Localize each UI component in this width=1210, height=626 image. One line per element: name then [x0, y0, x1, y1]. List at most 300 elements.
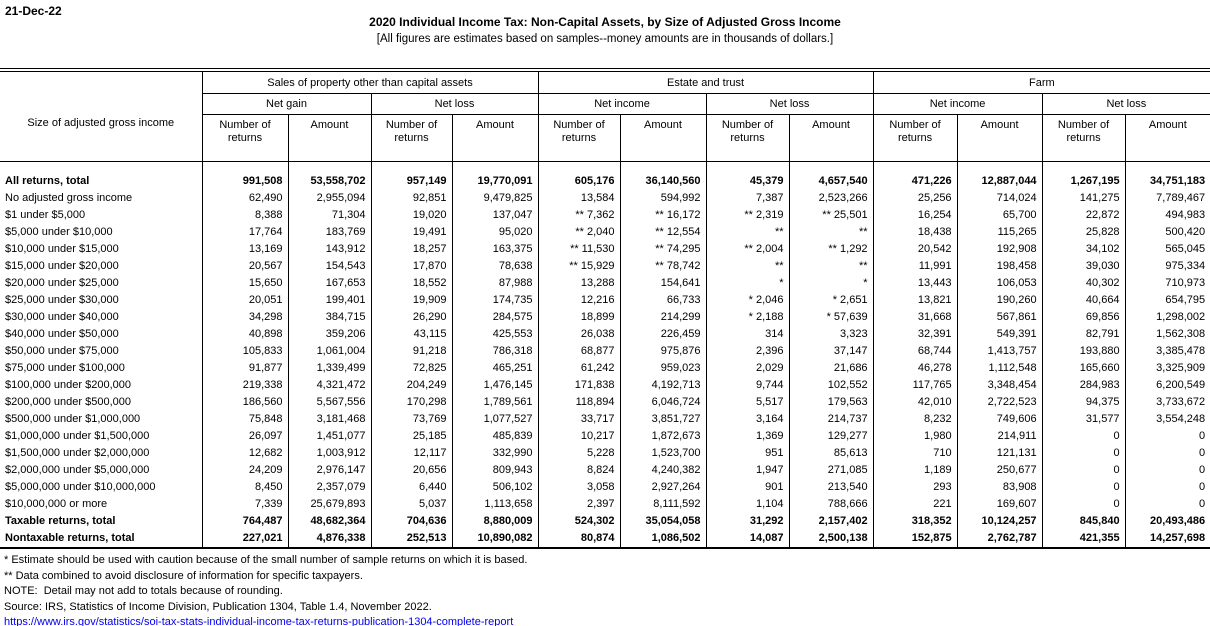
cell-value: 13,821 — [873, 292, 957, 309]
cell-value: 1,298,002 — [1125, 309, 1210, 326]
cell-value: 10,124,257 — [957, 513, 1042, 530]
cell-value: 3,058 — [538, 479, 620, 496]
cell-value: 1,947 — [706, 462, 789, 479]
cell-value: 33,717 — [538, 411, 620, 428]
row-label: $1,000,000 under $1,500,000 — [5, 430, 150, 442]
cell-value: 31,292 — [706, 513, 789, 530]
spacer-cell — [1125, 162, 1210, 174]
cell-value: ** 2,319 — [706, 207, 789, 224]
cell-value: ** 16,172 — [620, 207, 706, 224]
table-row — [0, 445, 1210, 462]
cell-value: 18,899 — [538, 309, 620, 326]
cell-value: 31,577 — [1042, 411, 1125, 428]
table-row — [0, 496, 1210, 513]
cell-value: 193,880 — [1042, 343, 1125, 360]
cell-value: 710 — [873, 445, 957, 462]
cell-value: 179,563 — [789, 394, 873, 411]
cell-value: 565,045 — [1125, 241, 1210, 258]
group-header: Farm — [873, 72, 1210, 94]
cell-value: 121,131 — [957, 445, 1042, 462]
cell-value: 91,218 — [371, 343, 452, 360]
cell-value: * 2,651 — [789, 292, 873, 309]
row-label: $100,000 under $200,000 — [5, 379, 132, 391]
cell-value: 106,053 — [957, 275, 1042, 292]
cell-value: ** — [789, 224, 873, 241]
cell-value: 11,991 — [873, 258, 957, 275]
cell-value: 15,650 — [202, 275, 288, 292]
cell-value: 25,828 — [1042, 224, 1125, 241]
cell-value: 154,641 — [620, 275, 706, 292]
cell-value: 5,517 — [706, 394, 789, 411]
cell-value: 975,876 — [620, 343, 706, 360]
cell-value: 4,240,382 — [620, 462, 706, 479]
cell-value: 284,983 — [1042, 377, 1125, 394]
cell-value: 332,990 — [452, 445, 538, 462]
cell-value: 219,338 — [202, 377, 288, 394]
cell-value: ** — [706, 258, 789, 275]
row-label: $30,000 under $40,000 — [5, 311, 119, 323]
cell-value: 465,251 — [452, 360, 538, 377]
cell-value: 18,552 — [371, 275, 452, 292]
cell-value: 82,791 — [1042, 326, 1125, 343]
cell-value: 0 — [1125, 445, 1210, 462]
cell-value: 5,037 — [371, 496, 452, 513]
source-link[interactable]: https://www.irs.gov/statistics/soi-tax-stats-individual-income-tax-returns-publication-1304-complete-report — [4, 616, 514, 626]
cell-value: 749,606 — [957, 411, 1042, 428]
cell-value: 549,391 — [957, 326, 1042, 343]
cell-value: 12,117 — [371, 445, 452, 462]
row-label: $50,000 under $75,000 — [5, 345, 119, 357]
page-title: 2020 Individual Income Tax: Non-Capital Assets, by Size of Adjusted Gross Income — [369, 15, 841, 29]
cell-value: 1,113,658 — [452, 496, 538, 513]
cell-value: 271,085 — [789, 462, 873, 479]
cell-value: 68,877 — [538, 343, 620, 360]
cell-value: 0 — [1042, 428, 1125, 445]
cell-value: 2,722,523 — [957, 394, 1042, 411]
cell-value: 13,443 — [873, 275, 957, 292]
cell-value: 137,047 — [452, 207, 538, 224]
cell-value: 10,217 — [538, 428, 620, 445]
group-header: Estate and trust — [538, 72, 873, 94]
table-row — [0, 343, 1210, 360]
cell-value: * — [789, 275, 873, 292]
cell-value: 170,298 — [371, 394, 452, 411]
cell-value: 40,664 — [1042, 292, 1125, 309]
cell-value: ** 74,295 — [620, 241, 706, 258]
footnotes — [0, 553, 1210, 626]
cell-value: 8,450 — [202, 479, 288, 496]
subgroup-header: Net gain — [202, 94, 371, 115]
cell-value: 14,257,698 — [1125, 530, 1210, 548]
cell-value: ** 25,501 — [789, 207, 873, 224]
cell-value: 91,877 — [202, 360, 288, 377]
cell-value: 5,567,556 — [288, 394, 371, 411]
cell-value: 102,552 — [789, 377, 873, 394]
source-link-line — [4, 615, 1210, 626]
cell-value: 174,735 — [452, 292, 538, 309]
cell-value: 66,733 — [620, 292, 706, 309]
cell-value: 1,189 — [873, 462, 957, 479]
cell-value: 18,438 — [873, 224, 957, 241]
table-row — [0, 411, 1210, 428]
row-label: $10,000 under $15,000 — [5, 243, 119, 255]
cell-value: 198,458 — [957, 258, 1042, 275]
cell-value: 714,024 — [957, 190, 1042, 207]
table-row — [0, 241, 1210, 258]
cell-value: 34,751,183 — [1125, 173, 1210, 190]
column-header: Number of returns — [873, 115, 957, 162]
cell-value: 226,459 — [620, 326, 706, 343]
cell-value: 105,833 — [202, 343, 288, 360]
spacer-cell — [706, 162, 789, 174]
cell-value: 214,299 — [620, 309, 706, 326]
cell-value: 14,087 — [706, 530, 789, 548]
cell-value: 4,321,472 — [288, 377, 371, 394]
cell-value: 169,607 — [957, 496, 1042, 513]
cell-value: 788,666 — [789, 496, 873, 513]
table-row — [0, 309, 1210, 326]
cell-value: 143,912 — [288, 241, 371, 258]
cell-value: 26,290 — [371, 309, 452, 326]
cell-value: 2,927,264 — [620, 479, 706, 496]
cell-value: 227,021 — [202, 530, 288, 548]
column-header: Number of returns — [706, 115, 789, 162]
cell-value: 190,260 — [957, 292, 1042, 309]
cell-value: 20,051 — [202, 292, 288, 309]
cell-value: 26,038 — [538, 326, 620, 343]
cell-value: 36,140,560 — [620, 173, 706, 190]
cell-value: 0 — [1042, 496, 1125, 513]
cell-value: 1,104 — [706, 496, 789, 513]
cell-value: 1,872,673 — [620, 428, 706, 445]
cell-value: 167,653 — [288, 275, 371, 292]
cell-value: 152,875 — [873, 530, 957, 548]
subgroup-header: Net income — [873, 94, 1042, 115]
cell-value: 845,840 — [1042, 513, 1125, 530]
table-row — [0, 224, 1210, 241]
cell-value: 0 — [1125, 462, 1210, 479]
cell-value: 710,973 — [1125, 275, 1210, 292]
subgroup-header: Net loss — [1042, 94, 1210, 115]
column-header: Number of returns — [202, 115, 288, 162]
cell-value: 1,413,757 — [957, 343, 1042, 360]
cell-value: 0 — [1042, 445, 1125, 462]
cell-value: 43,115 — [371, 326, 452, 343]
cell-value: 654,795 — [1125, 292, 1210, 309]
cell-value: 71,304 — [288, 207, 371, 224]
table-row — [0, 258, 1210, 275]
cell-value: ** — [789, 258, 873, 275]
row-label: $25,000 under $30,000 — [5, 294, 119, 306]
cell-value: 485,839 — [452, 428, 538, 445]
cell-value: 4,192,713 — [620, 377, 706, 394]
cell-value: 75,848 — [202, 411, 288, 428]
column-header: Amount — [1125, 115, 1210, 162]
cell-value: 35,054,058 — [620, 513, 706, 530]
cell-value: 764,487 — [202, 513, 288, 530]
table-row — [0, 173, 1210, 190]
cell-value: 359,206 — [288, 326, 371, 343]
cell-value: 7,789,467 — [1125, 190, 1210, 207]
cell-value: 6,440 — [371, 479, 452, 496]
cell-value: 0 — [1042, 479, 1125, 496]
table-row — [0, 190, 1210, 207]
table-row — [0, 326, 1210, 343]
cell-value: 32,391 — [873, 326, 957, 343]
column-header: Amount — [957, 115, 1042, 162]
cell-value: 16,254 — [873, 207, 957, 224]
cell-value: 61,242 — [538, 360, 620, 377]
cell-value: 901 — [706, 479, 789, 496]
table-row — [0, 479, 1210, 496]
cell-value: 8,388 — [202, 207, 288, 224]
cell-value: 13,169 — [202, 241, 288, 258]
row-label: $75,000 under $100,000 — [5, 362, 125, 374]
cell-value: 8,824 — [538, 462, 620, 479]
cell-value: 4,657,540 — [789, 173, 873, 190]
cell-value: 13,288 — [538, 275, 620, 292]
column-header: Amount — [452, 115, 538, 162]
subgroup-header: Net loss — [706, 94, 873, 115]
cell-value: 3,323 — [789, 326, 873, 343]
cell-value: 48,682,364 — [288, 513, 371, 530]
cell-value: 0 — [1125, 479, 1210, 496]
cell-value: 19,491 — [371, 224, 452, 241]
cell-value: 18,257 — [371, 241, 452, 258]
table-row — [0, 530, 1210, 548]
cell-value: 2,523,266 — [789, 190, 873, 207]
cell-value: 2,762,787 — [957, 530, 1042, 548]
cell-value: 92,851 — [371, 190, 452, 207]
cell-value: ** 11,530 — [538, 241, 620, 258]
row-label: $5,000,000 under $10,000,000 — [5, 481, 156, 493]
cell-value: 594,992 — [620, 190, 706, 207]
cell-value: 214,737 — [789, 411, 873, 428]
cell-value: ** 7,362 — [538, 207, 620, 224]
cell-value: 2,029 — [706, 360, 789, 377]
footnote: Source: IRS, Statistics of Income Division, Publication 1304, Table 1.4, November 2022. — [4, 600, 432, 613]
cell-value: 3,851,727 — [620, 411, 706, 428]
cell-value: 959,023 — [620, 360, 706, 377]
cell-value: ** 1,292 — [789, 241, 873, 258]
cell-value: 252,513 — [371, 530, 452, 548]
cell-value: 213,540 — [789, 479, 873, 496]
cell-value: 6,200,549 — [1125, 377, 1210, 394]
cell-value: 2,500,138 — [789, 530, 873, 548]
spacer-cell — [452, 162, 538, 174]
cell-value: 4,876,338 — [288, 530, 371, 548]
cell-value: 2,396 — [706, 343, 789, 360]
cell-value: 0 — [1125, 428, 1210, 445]
cell-value: 1,476,145 — [452, 377, 538, 394]
cell-value: 24,209 — [202, 462, 288, 479]
subgroup-header: Net income — [538, 94, 706, 115]
cell-value: 1,562,308 — [1125, 326, 1210, 343]
cell-value: 12,216 — [538, 292, 620, 309]
cell-value: 8,880,009 — [452, 513, 538, 530]
cell-value: 204,249 — [371, 377, 452, 394]
cell-value: 991,508 — [202, 173, 288, 190]
cell-value: 87,988 — [452, 275, 538, 292]
row-label: $5,000 under $10,000 — [5, 226, 113, 238]
cell-value: 171,838 — [538, 377, 620, 394]
cell-value: 19,909 — [371, 292, 452, 309]
table-row — [0, 513, 1210, 530]
cell-value: 1,003,912 — [288, 445, 371, 462]
row-label: $20,000 under $25,000 — [5, 277, 119, 289]
cell-value: 1,523,700 — [620, 445, 706, 462]
spacer-cell — [538, 162, 620, 174]
cell-value: 20,493,486 — [1125, 513, 1210, 530]
cell-value: 471,226 — [873, 173, 957, 190]
cell-value: 425,553 — [452, 326, 538, 343]
cell-value: 293 — [873, 479, 957, 496]
row-label: No adjusted gross income — [5, 192, 133, 204]
cell-value: 129,277 — [789, 428, 873, 445]
cell-value: 25,679,893 — [288, 496, 371, 513]
cell-value: 704,636 — [371, 513, 452, 530]
cell-value: 17,870 — [371, 258, 452, 275]
cell-value: 214,911 — [957, 428, 1042, 445]
cell-value: 154,543 — [288, 258, 371, 275]
cell-value: 384,715 — [288, 309, 371, 326]
cell-value: 42,010 — [873, 394, 957, 411]
cell-value: 5,228 — [538, 445, 620, 462]
date-label: 21-Dec-22 — [5, 4, 62, 18]
cell-value: 163,375 — [452, 241, 538, 258]
cell-value: 314 — [706, 326, 789, 343]
cell-value: 1,789,561 — [452, 394, 538, 411]
cell-value: 605,176 — [538, 173, 620, 190]
cell-value: 45,379 — [706, 173, 789, 190]
cell-value: ** 78,742 — [620, 258, 706, 275]
cell-value: ** 2,004 — [706, 241, 789, 258]
cell-value: 9,479,825 — [452, 190, 538, 207]
spacer-cell — [957, 162, 1042, 174]
cell-value: 957,149 — [371, 173, 452, 190]
cell-value: 53,558,702 — [288, 173, 371, 190]
cell-value: 318,352 — [873, 513, 957, 530]
cell-value: 83,908 — [957, 479, 1042, 496]
spacer-cell — [371, 162, 452, 174]
cell-value: 9,744 — [706, 377, 789, 394]
cell-value: 567,861 — [957, 309, 1042, 326]
cell-value: 975,334 — [1125, 258, 1210, 275]
footnote: ** Data combined to avoid disclosure of information for specific taxpayers. — [4, 569, 363, 582]
row-label: $15,000 under $20,000 — [5, 260, 119, 272]
cell-value: 7,387 — [706, 190, 789, 207]
row-label: Nontaxable returns, total — [5, 532, 135, 544]
cell-value: 72,825 — [371, 360, 452, 377]
cell-value: 3,348,454 — [957, 377, 1042, 394]
cell-value: 118,894 — [538, 394, 620, 411]
page-subtitle: [All figures are estimates based on samples--money amounts are in thousands of dollars.] — [376, 33, 834, 45]
column-header: Amount — [288, 115, 371, 162]
row-label: $1 under $5,000 — [5, 209, 86, 221]
spacer-row — [0, 162, 1210, 174]
cell-value: 25,185 — [371, 428, 452, 445]
cell-value: 1,369 — [706, 428, 789, 445]
cell-value: 10,890,082 — [452, 530, 538, 548]
cell-value: 12,682 — [202, 445, 288, 462]
cell-value: 199,401 — [288, 292, 371, 309]
cell-value: 8,232 — [873, 411, 957, 428]
cell-value: * — [706, 275, 789, 292]
column-header: Number of returns — [371, 115, 452, 162]
cell-value: 26,097 — [202, 428, 288, 445]
row-label: All returns, total — [5, 175, 90, 187]
cell-value: 8,111,592 — [620, 496, 706, 513]
cell-value: ** — [706, 224, 789, 241]
cell-value: ** 2,040 — [538, 224, 620, 241]
cell-value: 46,278 — [873, 360, 957, 377]
cell-value: 1,112,548 — [957, 360, 1042, 377]
cell-value: 37,147 — [789, 343, 873, 360]
stub-header: Size of adjusted gross income — [0, 72, 202, 162]
cell-value: * 57,639 — [789, 309, 873, 326]
cell-value: 62,490 — [202, 190, 288, 207]
cell-value: ** 12,554 — [620, 224, 706, 241]
cell-value: 95,020 — [452, 224, 538, 241]
subgroup-header: Net loss — [371, 94, 538, 115]
data-table — [0, 72, 1210, 549]
table-row — [0, 275, 1210, 292]
row-label: $2,000,000 under $5,000,000 — [5, 464, 150, 476]
cell-value: 17,764 — [202, 224, 288, 241]
table-row — [0, 292, 1210, 309]
spacer-cell — [620, 162, 706, 174]
column-header: Amount — [789, 115, 873, 162]
cell-value: 19,020 — [371, 207, 452, 224]
cell-value: 1,451,077 — [288, 428, 371, 445]
table-row — [0, 377, 1210, 394]
cell-value: * 2,046 — [706, 292, 789, 309]
cell-value: 506,102 — [452, 479, 538, 496]
cell-value: 165,660 — [1042, 360, 1125, 377]
cell-value: 0 — [1042, 462, 1125, 479]
cell-value: 115,265 — [957, 224, 1042, 241]
cell-value: * 2,188 — [706, 309, 789, 326]
cell-value: 3,554,248 — [1125, 411, 1210, 428]
cell-value: 250,677 — [957, 462, 1042, 479]
column-header: Number of returns — [538, 115, 620, 162]
table-row — [0, 360, 1210, 377]
header-block — [0, 0, 1210, 68]
cell-value: 21,686 — [789, 360, 873, 377]
spacer-cell — [1042, 162, 1125, 174]
cell-value: 73,769 — [371, 411, 452, 428]
group-header: Sales of property other than capital assets — [202, 72, 538, 94]
cell-value: 80,874 — [538, 530, 620, 548]
cell-value: 221 — [873, 496, 957, 513]
cell-value: 421,355 — [1042, 530, 1125, 548]
cell-value: 25,256 — [873, 190, 957, 207]
spacer-cell — [873, 162, 957, 174]
cell-value: 1,086,502 — [620, 530, 706, 548]
cell-value: 284,575 — [452, 309, 538, 326]
table-row — [0, 462, 1210, 479]
table-row — [0, 394, 1210, 411]
spacer-cell — [288, 162, 371, 174]
cell-value: 78,638 — [452, 258, 538, 275]
cell-value: 183,769 — [288, 224, 371, 241]
cell-value: 951 — [706, 445, 789, 462]
cell-value: 3,733,672 — [1125, 394, 1210, 411]
cell-value: 19,770,091 — [452, 173, 538, 190]
spacer-cell — [789, 162, 873, 174]
cell-value: 12,887,044 — [957, 173, 1042, 190]
cell-value: 65,700 — [957, 207, 1042, 224]
